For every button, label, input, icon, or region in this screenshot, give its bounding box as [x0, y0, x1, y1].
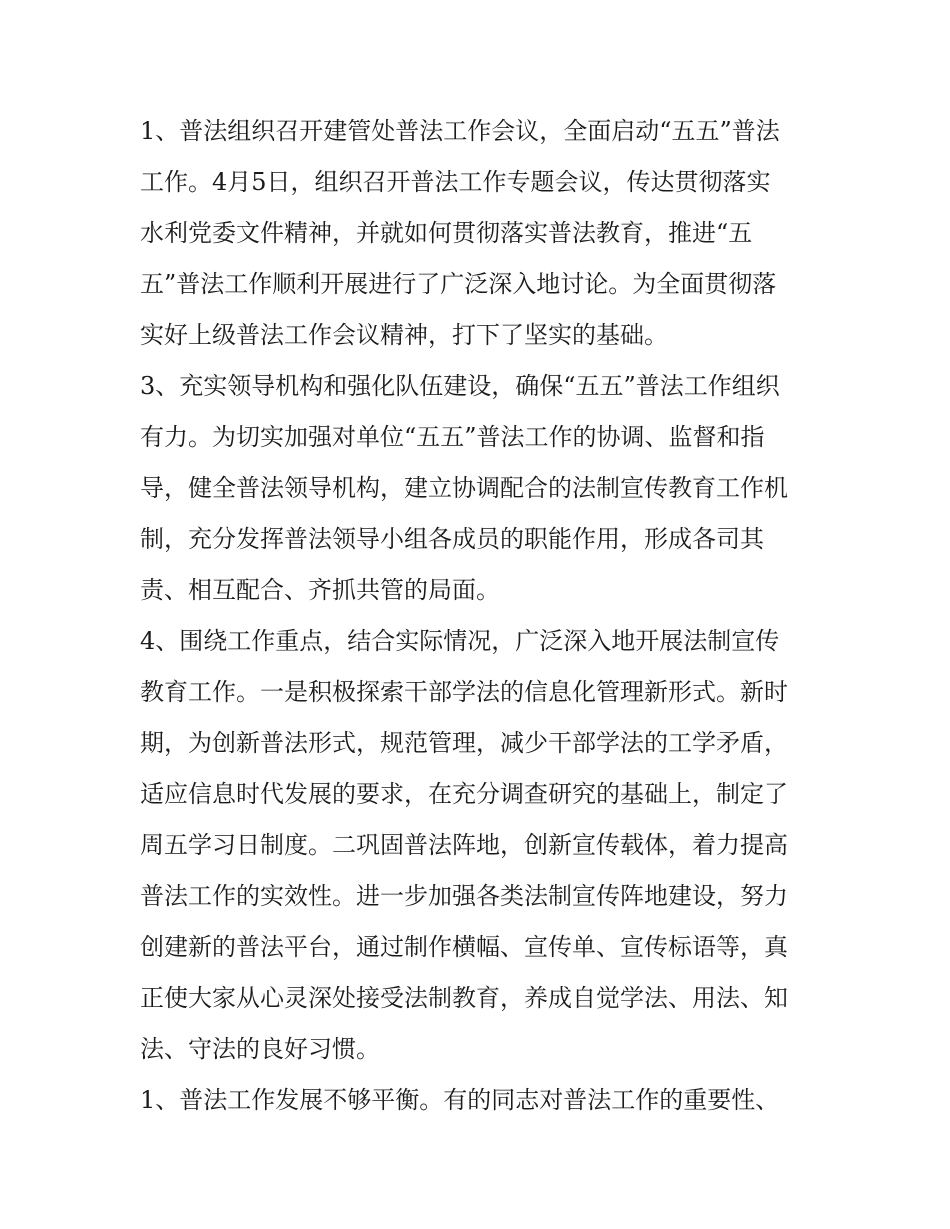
text-line: 责、相互配合、齐抓共管的局面。 [140, 576, 500, 604]
paragraph-1 [140, 106, 816, 361]
text-line: 法、守法的良好习惯。 [140, 1035, 380, 1063]
text-line: 期，为创新普法形式，规范管理，减少干部学法的工学矛盾， [140, 729, 788, 757]
text-line: 实好上级普法工作会议精神，打下了坚实的基础。 [140, 321, 668, 349]
text-line: 1、普法工作发展不够平衡。有的同志对普法工作的重要性、 [140, 1086, 780, 1114]
text-line: 正使大家从心灵深处接受法制教育，养成自觉学法、用法、知 [140, 984, 788, 1012]
text-line: 水利党委文件精神，并就如何贯彻落实普法教育，推进“五 [140, 219, 753, 247]
text-line: 制，充分发挥普法领导小组各成员的职能作用，形成各司其 [140, 525, 764, 553]
text-line: 有力。为切实加强对单位“五五”普法工作的协调、监督和指 [140, 423, 765, 451]
document-page [140, 106, 816, 1126]
text-line: 4、围绕工作重点，结合实际情况，广泛深入地开展法制宣传 [140, 627, 780, 655]
text-line: 周五学习日制度。二巩固普法阵地，创新宣传载体，着力提高 [140, 831, 788, 859]
text-line: 五”普法工作顺利开展进行了广泛深入地讨论。为全面贯彻落 [140, 270, 777, 298]
text-line: 适应信息时代发展的要求，在充分调查研究的基础上，制定了 [140, 780, 788, 808]
text-line: 普法工作的实效性。进一步加强各类法制宣传阵地建设，努力 [140, 882, 788, 910]
text-line: 3、充实领导机构和强化队伍建设，确保“五五”普法工作组织 [140, 372, 780, 400]
paragraph-3 [140, 616, 816, 1075]
paragraph-2 [140, 361, 816, 616]
text-line: 教育工作。一是积极探索干部学法的信息化管理新形式。新时 [140, 678, 788, 706]
text-line: 导，健全普法领导机构，建立协调配合的法制宣传教育工作机 [140, 474, 788, 502]
text-line: 创建新的普法平台，通过制作横幅、宣传单、宣传标语等，真 [140, 933, 788, 961]
text-line: 工作。4月5日，组织召开普法工作专题会议，传达贯彻落实 [140, 168, 771, 196]
paragraph-4 [140, 1075, 816, 1126]
text-line: 1、普法组织召开建管处普法工作会议，全面启动“五五”普法 [140, 117, 780, 145]
